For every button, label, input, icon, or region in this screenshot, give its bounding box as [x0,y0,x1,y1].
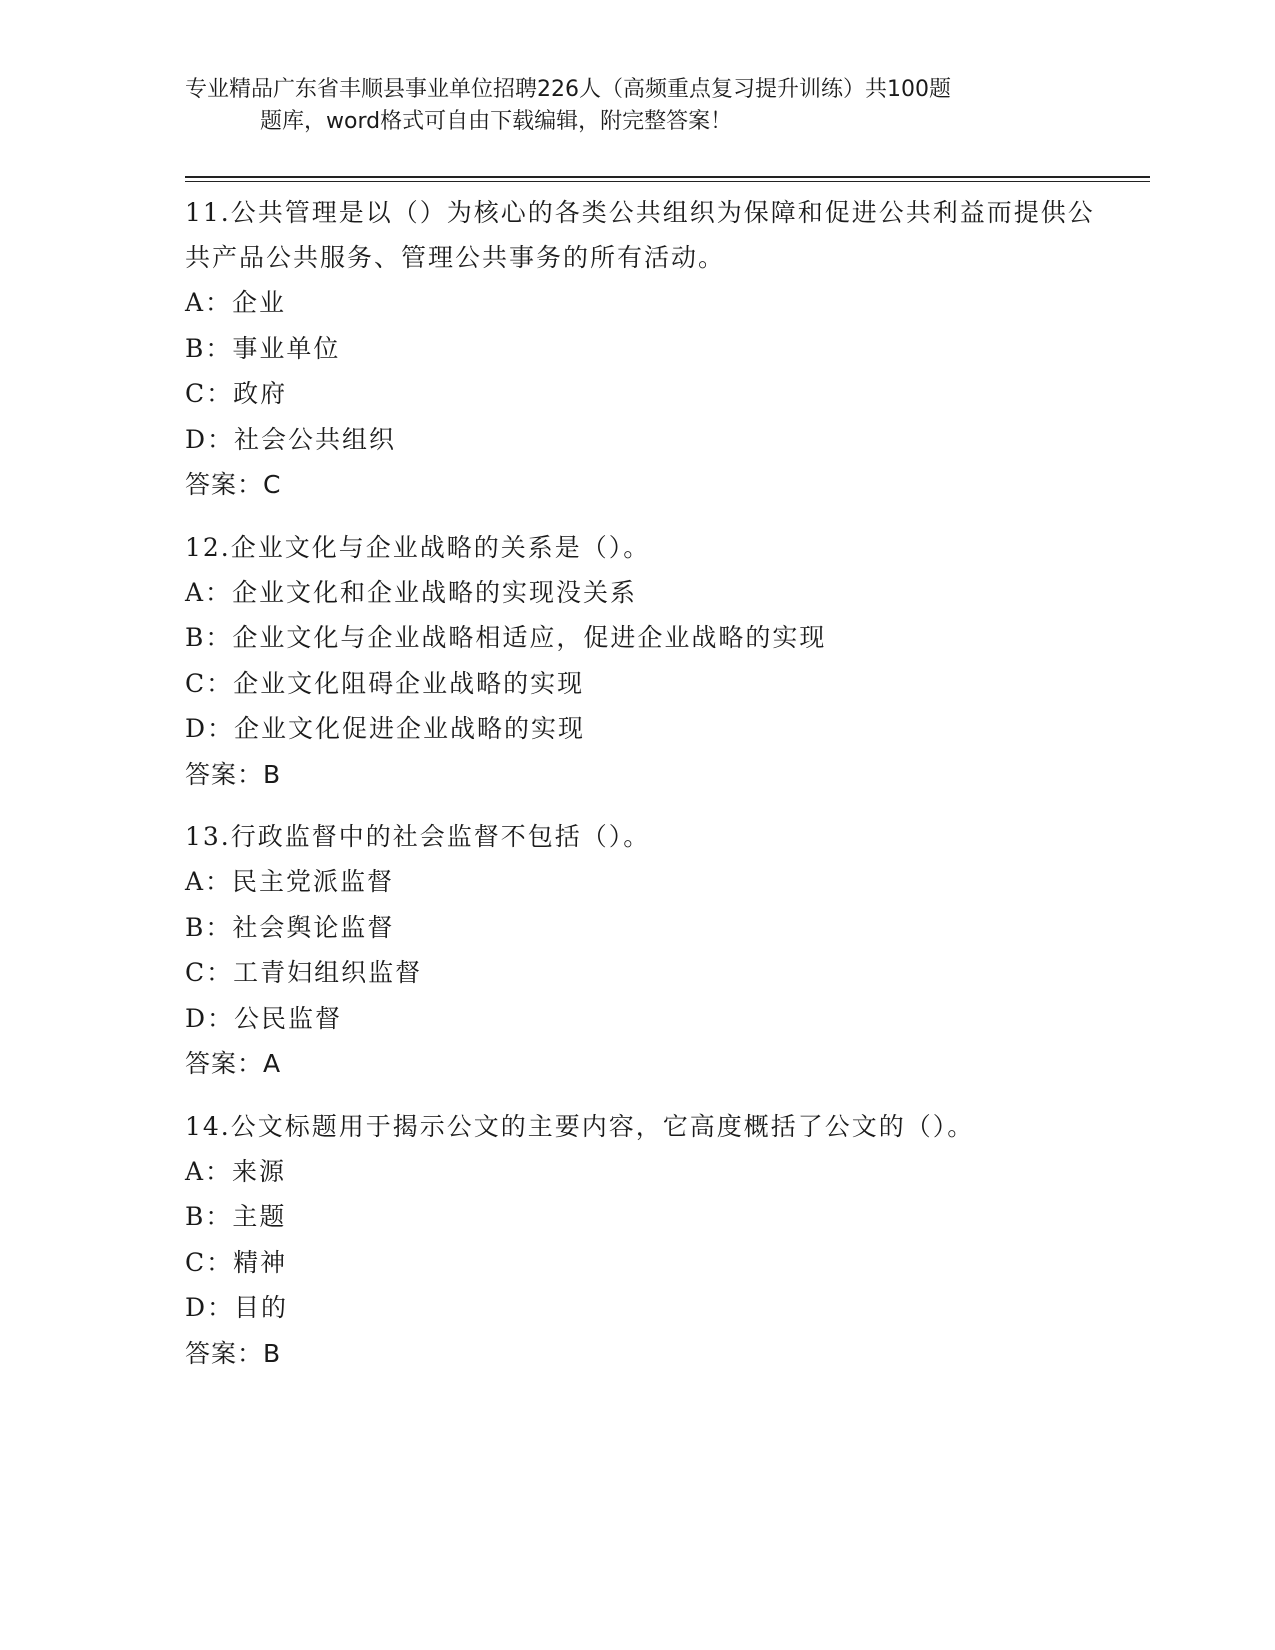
option-a: A：企业 [185,288,287,317]
document-header [185,74,1085,138]
option-c: C：精神 [185,1247,288,1277]
option-b: B：企业文化与企业战略相适应，促进企业战略的实现 [185,623,827,652]
header-divider-thin [185,181,1150,182]
option-d: D：企业文化促进企业战略的实现 [185,714,586,743]
option-d: D：目的 [185,1293,289,1322]
option-c: C：政府 [185,379,288,408]
option-c: C：工青妇组织监督 [185,958,423,987]
question-stem: 12.企业文化与企业战略的关系是（）。 [185,532,651,562]
answer-line: 答案：B [185,1338,282,1368]
question-block [185,814,1105,1087]
option-a: A：民主党派监督 [185,867,395,896]
option-c: C：企业文化阻碍企业战略的实现 [185,668,585,698]
question-stem: 11.公共管理是以（）为核心的各类公共组织为保障和促进公共利益而提供公共产品公共服务、管理公共事务的所有活动。 [185,198,1095,272]
option-d: D：社会公共组织 [185,424,397,454]
option-a: A：企业文化和企业战略的实现没关系 [185,577,638,607]
answer-line: 答案：A [185,1049,282,1078]
answer-line: 答案：B [185,759,282,789]
question-block [185,190,1105,508]
answer-line: 答案：C [185,470,282,499]
question-stem: 13.行政监督中的社会监督不包括（）。 [185,822,651,851]
header-title-line1: 专业精品广东省丰顺县事业单位招聘226人（高频重点复习提升训练）共100题 [185,77,951,102]
question-stem: 14.公文标题用于揭示公文的主要内容，它高度概括了公文的（）。 [185,1111,975,1141]
option-d: D：公民监督 [185,1003,343,1033]
option-b: B：事业单位 [185,333,341,363]
question-block [185,1104,1105,1377]
option-b: B：主题 [185,1202,287,1231]
option-a: A：来源 [185,1156,287,1186]
header-divider-thick [185,176,1150,178]
option-b: B：社会舆论监督 [185,912,395,942]
header-title-line2: 题库，word格式可自由下载编辑，附完整答案！ [260,109,733,134]
question-block [185,525,1105,798]
question-list [185,190,1105,1393]
